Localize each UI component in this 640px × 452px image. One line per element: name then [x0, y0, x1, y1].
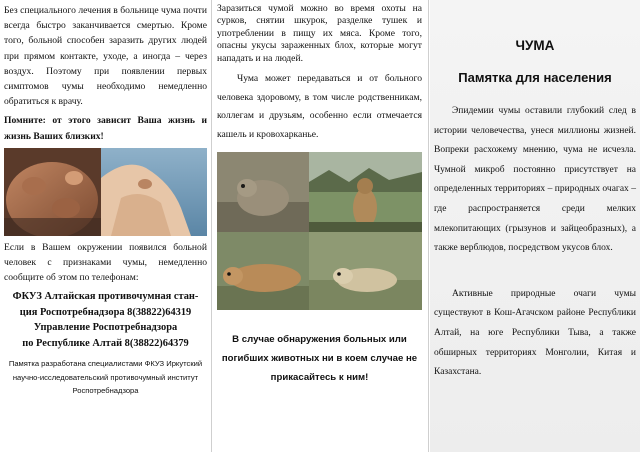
contacts-block [4, 289, 207, 351]
infection-paragraph: Заразиться чумой можно во время охоты на сурков, снятии шкурок, разделке тушек и употреблении в пищу их мяса. Кроме того, опасны укусы зараженных блох, которые могут нападать и на людей. [217, 3, 422, 64]
marmot-photo [309, 152, 422, 232]
transmission-paragraph: Чума может передаваться и от больного человека здоровому, в том числе родственникам, коллегам и друзьям, особенно если отмечается кашель и кровохарканье. [217, 73, 422, 140]
divider-1 [211, 0, 212, 452]
pika-photo [217, 152, 309, 232]
ground-squirrel-photo [309, 232, 422, 310]
leaflet-title: ЧУМА [515, 38, 555, 53]
contact2-line1: Управление Роспотребнадзора [33, 322, 178, 334]
contact1-line2: ция Роспотребнадзора 8(38822)64319 [19, 306, 192, 318]
middle-column [213, 0, 426, 452]
divider-2 [428, 0, 429, 452]
left-column [0, 0, 211, 452]
rodent-photos [217, 152, 422, 310]
contact2-line2: по Республике Алтай 8(38822)64379 [22, 337, 189, 349]
credit-note: Памятка разработана специалистами ФКУЗ Иркутский научно-исследовательский противочумный институт Роспотребнадзора [8, 359, 203, 396]
vole-photo [217, 232, 309, 310]
symptom-photo-chest [4, 148, 101, 236]
contact1-line1: ФКУЗ Алтайская противочумная стан- [12, 291, 199, 303]
history-paragraph: Эпидемии чумы оставили глубокий след в истории человечества, унеся миллионы жизней. Вопреки расхожему мнению, чума не исчезла. Чумной микроб постоянно присутствует на определенных территориях – природных очагах – где распространяется среди мелких млекопитающих (грызунов и зайцеобразных), а также верблюдов, посредством укусов блох. [434, 106, 636, 254]
intro-paragraph: Без специального лечения в больнице чума почти всегда быстро заканчивается смертью. Кроме того, больной способен заразить других людей при прямом контакте, уходе, а иногда – через воздух. Поэтому при появлении первых симптомов чумы необходимо немедленно обратиться к врачу. [4, 5, 207, 108]
remember-note: Помните: от этого зависит Ваша жизнь и жизнь Ваших близких! [4, 115, 207, 142]
natural-foci-paragraph: Активные природные очаги чумы существуют в Кош-Агачском районе Республики Алтай, на юге Республики Тыва, а также обширных территориях Монголии, Китая и Казахстана. [434, 288, 636, 378]
leaflet-subtitle: Памятка для населения [458, 70, 612, 85]
report-instructions: Если в Вашем окружении появился больной человек с признаками чумы, немедленно сообщите об этом по телефонам: [4, 241, 207, 284]
symptom-photo-armpit [101, 148, 207, 236]
right-column [430, 0, 640, 452]
symptom-photos [4, 148, 207, 236]
do-not-touch-warning: В случае обнаружения больных или погибших животных ни в коем случае не прикасайтесь к ним! [221, 334, 418, 384]
